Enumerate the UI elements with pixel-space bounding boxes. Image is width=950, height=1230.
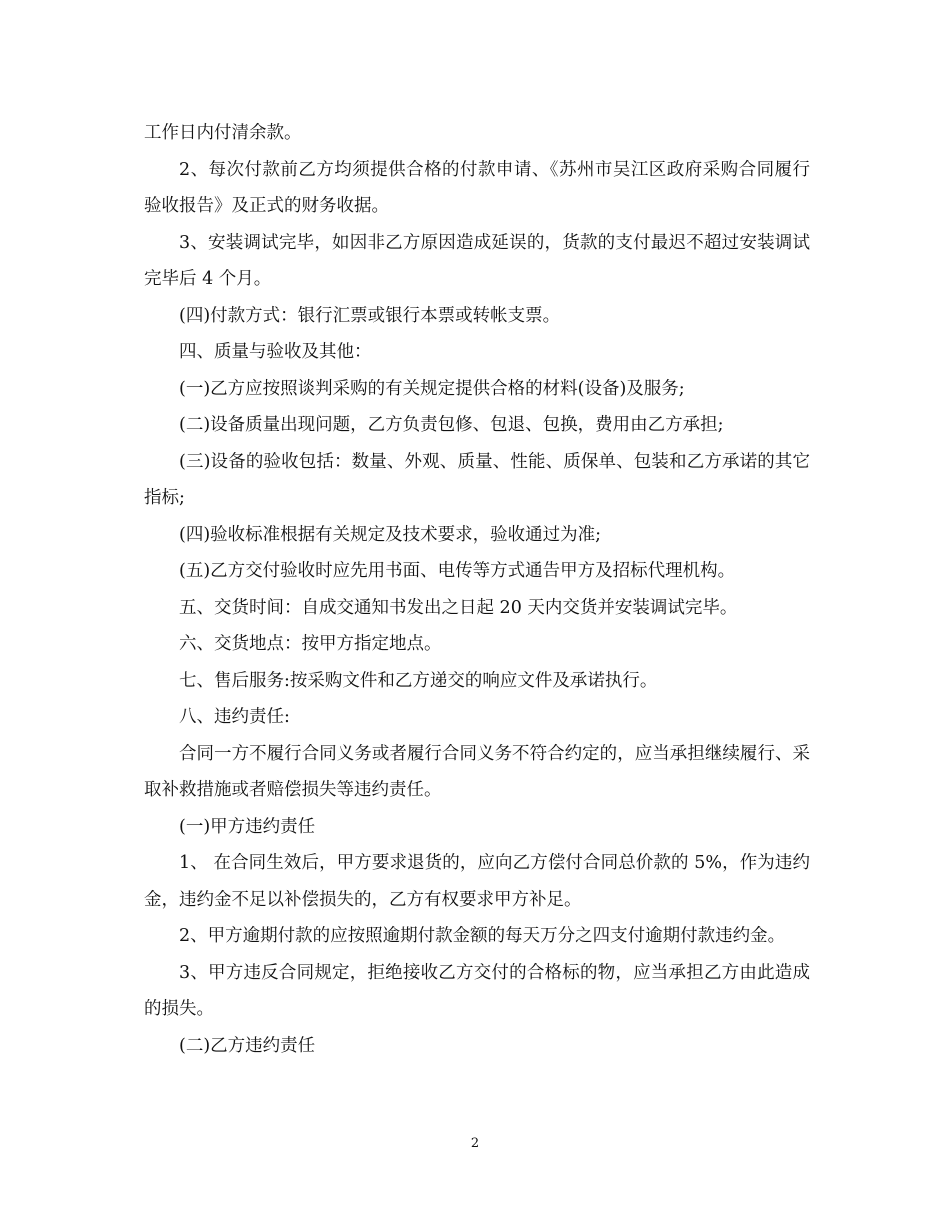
subsection-heading: (二)乙方违约责任: [179, 1035, 316, 1056]
section-heading: 五、交货时间：自成交通知书发出之日起 20 天内交货并安装调试完毕。: [179, 597, 738, 618]
paragraph: (四)验收标准根据有关规定及技术要求，验收通过为准;: [179, 524, 602, 545]
paragraph: 合同一方不履行合同义务或者履行合同义务不符合约定的，应当承担继续履行、采取补救措施或者赔偿损失等违约责任。: [144, 743, 810, 800]
paragraph: 3、甲方违反合同规定，拒绝接收乙方交付的合格标的物，应当承担乙方由此造成的损失。: [144, 962, 810, 1019]
paragraph: 工作日内付清余款。: [144, 123, 302, 143]
section-heading: 四、质量与验收及其他：: [179, 342, 372, 362]
section-heading: 七、售后服务:按采购文件和乙方递交的响应文件及承诺执行。: [179, 670, 658, 691]
paragraph: (五)乙方交付验收时应先用书面、电传等方式通告甲方及招标代理机构。: [179, 561, 736, 581]
section-heading: 六、交货地点：按甲方指定地点。: [179, 634, 442, 654]
paragraph: (四)付款方式：银行汇票或银行本票或转帐支票。: [179, 305, 561, 326]
paragraph: (三)设备的验收包括：数量、外观、质量、性能、质保单、包装和乙方承诺的其它指标;: [144, 451, 810, 508]
section-heading: 八、违约责任:: [179, 707, 290, 727]
paragraph: 1、 在合同生效后，甲方要求退货的，应向乙方偿付合同总价款的 5%，作为违约金，违约金不足以补偿损失的，乙方有权要求甲方补足。: [144, 853, 810, 910]
paragraph: 3、安装调试完毕，如因非乙方原因造成延误的，货款的支付最迟不超过安装调试完毕后 4 个月。: [144, 232, 810, 289]
document-body: [144, 115, 810, 1064]
paragraph: (一)乙方应按照谈判采购的有关规定提供合格的材料(设备)及服务;: [179, 378, 685, 399]
paragraph: (二)设备质量出现问题，乙方负责包修、包退、包换，费用由乙方承担;: [179, 415, 724, 435]
paragraph: 2、甲方逾期付款的应按照逾期付款金额的每天万分之四支付逾期付款违约金。: [179, 926, 786, 946]
subsection-heading: (一)甲方违约责任: [179, 816, 316, 837]
paragraph: 2、每次付款前乙方均须提供合格的付款申请、《苏州市吴江区政府采购合同履行验收报告》及正式的财务收据。: [144, 159, 810, 216]
page-number: 2: [470, 1136, 480, 1151]
